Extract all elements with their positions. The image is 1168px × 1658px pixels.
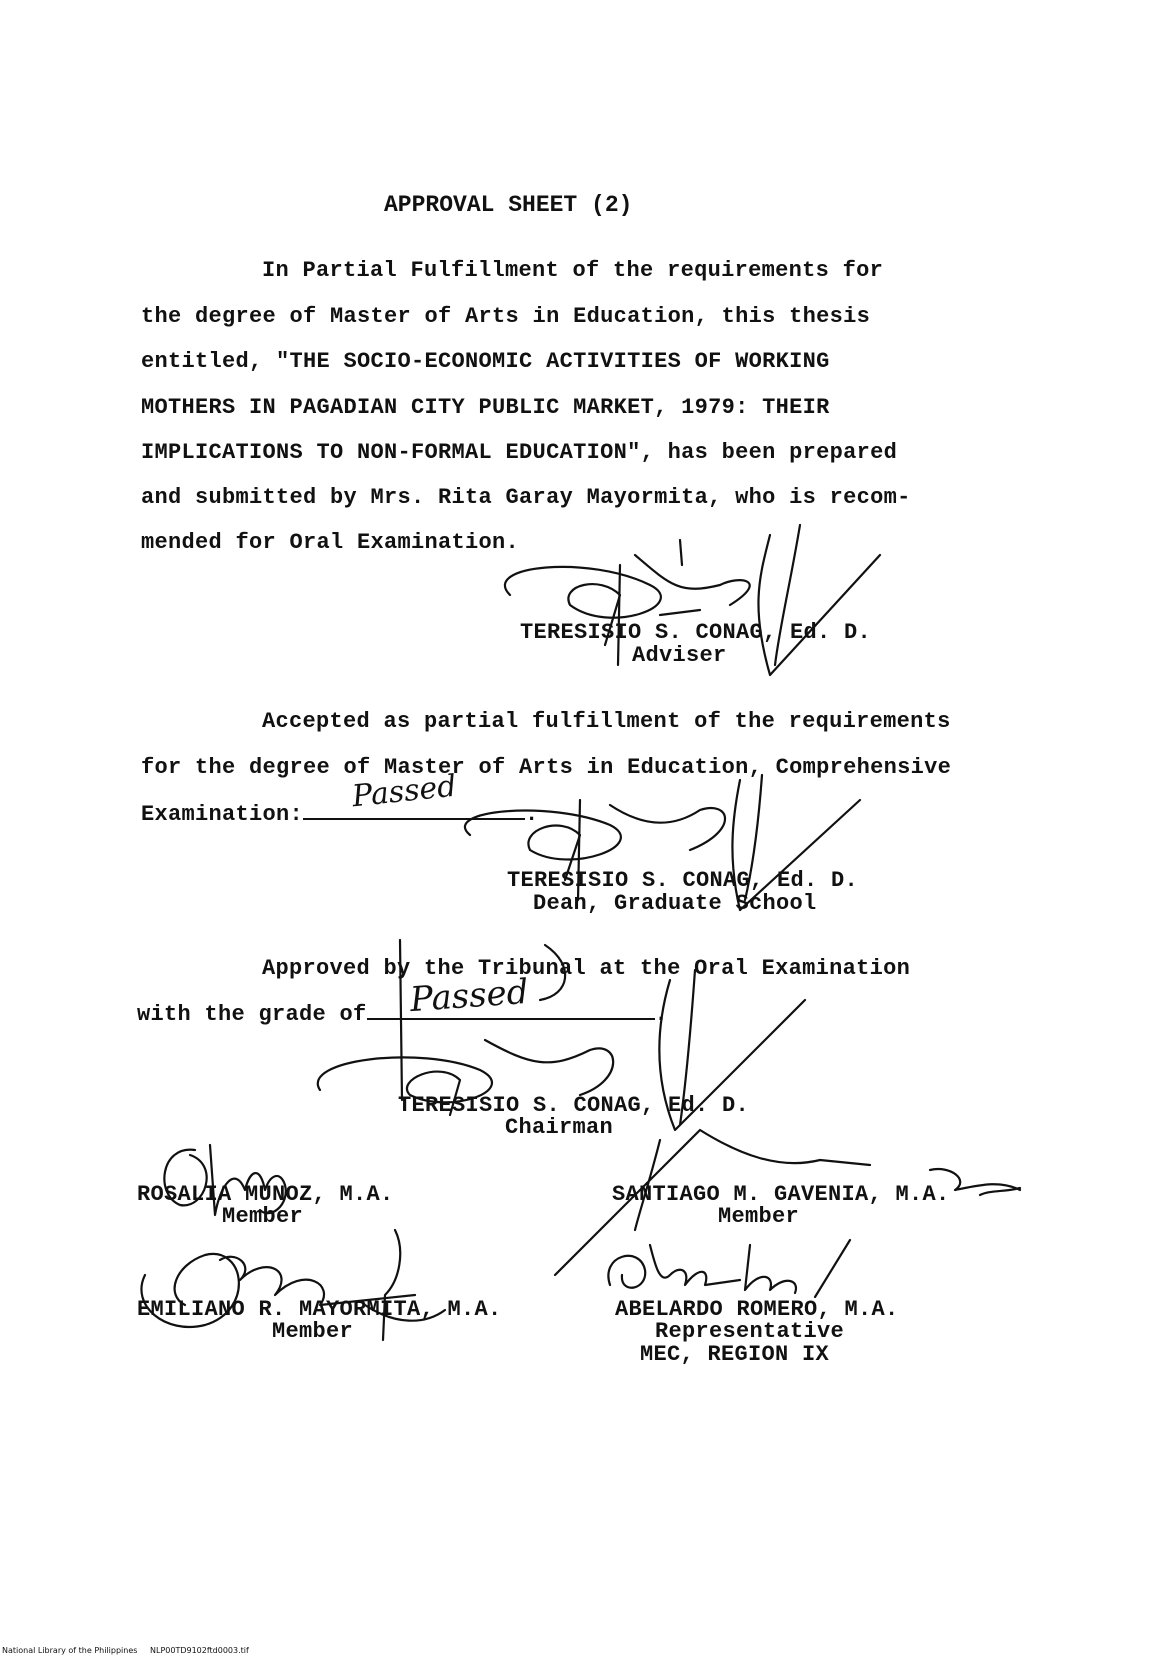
member-name: SANTIAGO M. GAVENIA, M.A. [612,1182,950,1207]
footer-file: NLP00TD9102ftd0003.tif [150,1646,249,1655]
chairman-name: TERESISIO S. CONAG, Ed. D. [398,1093,750,1118]
page-title: APPROVAL SHEET (2) [384,192,633,218]
member-signature-mayormita [125,1225,455,1345]
advisor-name: TERESISIO S. CONAG, Ed. D. [520,620,872,645]
member-signature-romero [600,1235,870,1305]
member-role: Representative [655,1319,845,1344]
member-name: ABELARDO ROMERO, M.A. [615,1297,899,1322]
exam-label: Examination: [141,802,304,827]
comprehensive-grade: Passed [350,768,459,815]
paragraph-line: MOTHERS IN PAGADIAN CITY PUBLIC MARKET, 1979: THEIR [141,395,830,420]
paragraph-line: In Partial Fulfillment of the requirements for [262,258,884,283]
oral-grade: Passed [408,971,530,1021]
oral-grade-label: with the grade of [137,1002,367,1027]
member-signature-munoz [150,1125,320,1235]
dean-role: Dean, Graduate School [533,891,817,916]
paragraph-line: IMPLICATIONS TO NON-FORMAL EDUCATION", has been prepared [141,440,898,465]
member-role: Member [718,1204,800,1229]
footer-library: National Library of the Philippines [2,1646,138,1655]
oral-grade-line: with the grade of . [137,1002,669,1027]
exam-line: Examination: . [141,802,539,827]
paragraph-line: Accepted as partial fulfillment of the requirements [262,709,951,734]
member-role: Member [272,1319,354,1344]
member-role: Member [222,1204,304,1229]
member-role-region: MEC, REGION IX [640,1342,830,1367]
paragraph-line: entitled, "THE SOCIO-ECONOMIC ACTIVITIES OF WORKING [141,349,830,374]
member-name: EMILIANO R. MAYORMITA, M.A. [137,1297,502,1322]
paragraph-line: the degree of Master of Arts in Education, this thesis [141,304,871,329]
advisor-role: Adviser [632,643,727,668]
dean-name: TERESISIO S. CONAG, Ed. D. [507,868,859,893]
advisor-signature [470,525,890,685]
member-name: ROSALIA MUNOZ, M.A. [137,1182,394,1207]
paragraph-line: for the degree of Master of Arts in Education, Comprehensive [141,755,952,780]
paragraph-line: Approved by the Tribunal at the Oral Examination [262,956,911,981]
paragraph-line: mended for Oral Examination. [141,530,520,555]
chairman-role: Chairman [505,1115,614,1140]
paragraph-line: and submitted by Mrs. Rita Garay Mayormita, who is recom- [141,485,911,510]
